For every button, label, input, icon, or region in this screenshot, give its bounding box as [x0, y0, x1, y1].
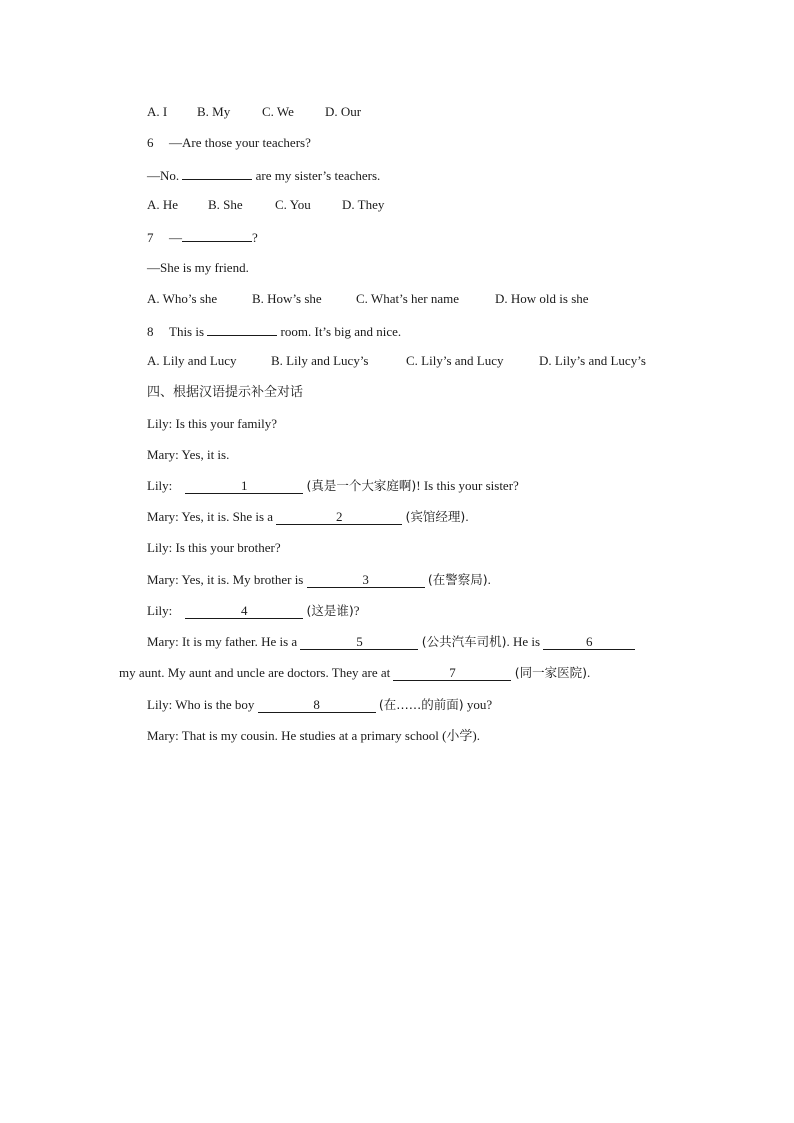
q7-number: 7: [147, 230, 154, 245]
dialogue-line-8-mid: . He is: [506, 634, 541, 649]
chinese-hint-1: (真是一个大家庭啊): [306, 478, 417, 493]
section-heading: 四、根据汉语提示补全对话: [147, 385, 304, 400]
q6-option-b[interactable]: B. She: [208, 197, 243, 212]
dialogue-line-5: Lily: Is this your brother?: [147, 540, 281, 555]
q6-options: [147, 196, 384, 214]
q7-question-post: ?: [252, 230, 258, 245]
q7-answer-text: —She is my friend.: [147, 260, 249, 275]
chinese-hint-3: (在警察局): [427, 572, 488, 587]
q7-options: [147, 290, 589, 308]
q8-question-pre: This is: [169, 324, 205, 339]
dialogue-line-6: [147, 571, 491, 589]
dialogue-line-10-pre: Lily: Who is the boy: [147, 697, 255, 712]
dialogue-line-3: [147, 477, 519, 495]
q5-option-c[interactable]: C. We: [262, 104, 294, 119]
q5-option-a[interactable]: A. I: [147, 104, 168, 119]
q7-question: [147, 227, 258, 247]
chinese-hint-5: (公共汽车司机): [421, 634, 507, 649]
dialogue-line-6-pre: Mary: Yes, it is. My brother is: [147, 572, 304, 587]
speaker-label: Lily:: [147, 478, 173, 493]
dialogue-line-6-post: .: [487, 572, 491, 587]
q7-option-a[interactable]: A. Who’s she: [147, 291, 218, 306]
chinese-hint-7: (同一家医院): [514, 665, 587, 680]
q8-blank[interactable]: [207, 321, 277, 336]
dialogue-line-10-post: you?: [466, 697, 493, 712]
dialogue-line-8-pre: Mary: It is my father. He is a: [147, 634, 298, 649]
dialogue-line-8: [147, 633, 635, 651]
dialogue-blank-2[interactable]: 2: [276, 510, 402, 525]
dialogue-line-11: Mary: That is my cousin. He studies at a primary school (小学).: [147, 728, 481, 743]
dialogue-blank-6[interactable]: 6: [543, 635, 635, 650]
q6-blank[interactable]: [182, 165, 252, 180]
q7-option-b[interactable]: B. How’s she: [252, 291, 322, 306]
dialogue-line-7: [147, 602, 360, 620]
q8-question-post: room. It’s big and nice.: [280, 324, 402, 339]
dialogue-line-4-pre: Mary: Yes, it is. She is a: [147, 509, 274, 524]
q7-blank[interactable]: [182, 227, 252, 242]
dialogue-blank-1[interactable]: 1: [185, 479, 303, 494]
q7-answer: [147, 259, 249, 277]
q6-answer-pre: —No.: [147, 168, 180, 183]
dialogue-blank-8[interactable]: 8: [258, 698, 376, 713]
dialogue-line-2: Mary: Yes, it is.: [147, 447, 230, 462]
dialogue-blank-3[interactable]: 3: [307, 573, 425, 588]
q5-option-d[interactable]: D. Our: [325, 104, 362, 119]
q6-question: [147, 134, 311, 152]
dialogue-blank-5[interactable]: 5: [300, 635, 418, 650]
q8-option-d[interactable]: D. Lily’s and Lucy’s: [539, 353, 646, 368]
speaker-label: Lily:: [147, 603, 173, 618]
q6-question-text: —Are those your teachers?: [169, 135, 311, 150]
q6-answer-post: are my sister’s teachers.: [255, 168, 381, 183]
q6-option-d[interactable]: D. They: [342, 197, 385, 212]
chinese-hint-8: (在……的前面): [378, 697, 464, 712]
q7-option-d[interactable]: D. How old is she: [495, 291, 589, 306]
dialogue-line-9: [119, 664, 590, 682]
q8-option-c[interactable]: C. Lily’s and Lucy: [406, 353, 504, 368]
dialogue-line-10: [147, 696, 492, 714]
q6-answer: [147, 165, 380, 185]
q5-option-b[interactable]: B. My: [197, 104, 231, 119]
dialogue-blank-7[interactable]: 7: [393, 666, 511, 681]
q8-option-a[interactable]: A. Lily and Lucy: [147, 353, 237, 368]
dialogue-blank-4[interactable]: 4: [185, 604, 303, 619]
chinese-hint-2: (宾馆经理): [405, 509, 466, 524]
dialogue-line-7-post: ?: [353, 603, 360, 618]
q6-number: 6: [147, 135, 154, 150]
q8-question: [147, 321, 401, 341]
q8-options: [147, 352, 646, 370]
dialogue-line-9-pre: my aunt. My aunt and uncle are doctors. They are at: [119, 665, 391, 680]
dialogue-line-4: [147, 508, 469, 526]
q6-option-a[interactable]: A. He: [147, 197, 179, 212]
q7-option-c[interactable]: C. What’s her name: [356, 291, 460, 306]
q7-question-pre: —: [169, 230, 182, 245]
dialogue-line-3-post: ! Is this your sister?: [416, 478, 519, 493]
dialogue-line-9-post: .: [587, 665, 591, 680]
q8-option-b[interactable]: B. Lily and Lucy’s: [271, 353, 369, 368]
q6-option-c[interactable]: C. You: [275, 197, 311, 212]
chinese-hint-4: (这是谁): [306, 603, 354, 618]
q8-number: 8: [147, 324, 154, 339]
q5-options: [147, 103, 361, 121]
dialogue-line-1: Lily: Is this your family?: [147, 416, 277, 431]
dialogue-line-4-post: .: [465, 509, 469, 524]
